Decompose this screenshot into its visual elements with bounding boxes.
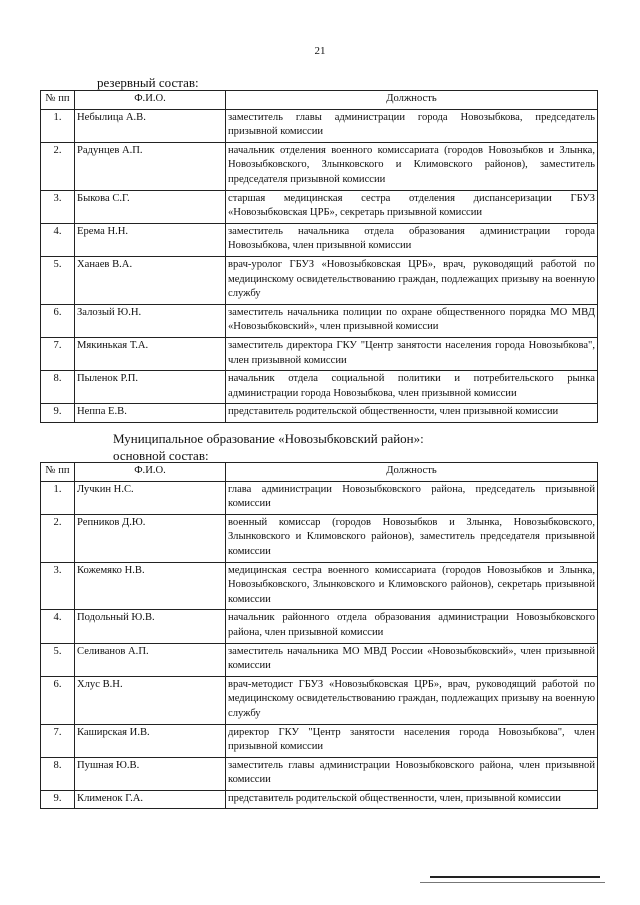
table-row	[41, 514, 598, 562]
header-position: Должность	[226, 91, 598, 110]
reserve-composition-table	[40, 90, 598, 423]
cell-name: Пушная Ю.В.	[75, 757, 226, 790]
cell-position: заместитель директора ГКУ "Центр занятости населения города Новозыбкова", член призывной комиссии	[226, 337, 598, 370]
table-row	[41, 481, 598, 514]
cell-position: заместитель начальника отдела образования администрации города Новозыбкова, член призывной комиссии	[226, 223, 598, 256]
table-row	[41, 562, 598, 610]
cell-position: заместитель главы администрации города Новозыбкова, председатель призывной комиссии	[226, 109, 598, 142]
cell-name: Репников Д.Ю.	[75, 514, 226, 562]
cell-position: начальник отдела социальной политики и потребительского рынка администрации города Новозыбкова, член призывной комиссии	[226, 371, 598, 404]
cell-num: 2.	[41, 142, 75, 190]
table-row	[41, 223, 598, 256]
table-header-row	[41, 91, 598, 110]
table-row	[41, 676, 598, 724]
cell-name: Неппа Е.В.	[75, 404, 226, 423]
cell-num: 2.	[41, 514, 75, 562]
cell-position: старшая медицинская сестра отделения диспансеризации ГБУЗ «Новозыбковская ЦРБ», секретарь призывной комиссии	[226, 190, 598, 223]
cell-num: 5.	[41, 256, 75, 304]
cell-position: глава администрации Новозыбковского района, председатель призывной комиссии	[226, 481, 598, 514]
table-body	[41, 109, 598, 422]
cell-position: врач-уролог ГБУЗ «Новозыбковская ЦРБ», врач, руководящий работой по медицинскому освидетельствованию граждан, подлежащих призыву на военную службу	[226, 256, 598, 304]
cell-name: Радунцев А.П.	[75, 142, 226, 190]
header-position: Должность	[226, 463, 598, 482]
cell-num: 7.	[41, 724, 75, 757]
cell-position: врач-методист ГБУЗ «Новозыбковская ЦРБ», врач, руководящий работой по медицинскому освидетельствованию граждан, подлежащих призыву на военную службу	[226, 676, 598, 724]
table-row	[41, 757, 598, 790]
cell-num: 9.	[41, 790, 75, 809]
table-row	[41, 256, 598, 304]
cell-num: 5.	[41, 643, 75, 676]
table-row	[41, 304, 598, 337]
cell-name: Лучкин Н.С.	[75, 481, 226, 514]
cell-num: 7.	[41, 337, 75, 370]
cell-position: начальник отделения военного комиссариата (городов Новозыбков и Злынка, Новозыбковского, Злынковского и Климовского районов), заместитель председателя призывной комиссии	[226, 142, 598, 190]
cell-name: Селиванов А.П.	[75, 643, 226, 676]
cell-name: Подольный Ю.В.	[75, 610, 226, 643]
header-name: Ф.И.О.	[75, 91, 226, 110]
cell-num: 4.	[41, 223, 75, 256]
cell-position: начальник районного отдела образования администрации Новозыбковского района, член призывной комиссии	[226, 610, 598, 643]
cell-num: 3.	[41, 190, 75, 223]
cell-num: 3.	[41, 562, 75, 610]
header-num: № пп	[41, 91, 75, 110]
cell-name: Небылица А.В.	[75, 109, 226, 142]
table-row	[41, 610, 598, 643]
table-row	[41, 790, 598, 809]
cell-num: 8.	[41, 371, 75, 404]
cell-position: военный комиссар (городов Новозыбков и Злынка, Новозыбковского, Злынковского и Климовского районов), заместитель председателя призывной комиссии	[226, 514, 598, 562]
header-name: Ф.И.О.	[75, 463, 226, 482]
cell-name: Пыленок Р.П.	[75, 371, 226, 404]
cell-num: 8.	[41, 757, 75, 790]
cell-num: 9.	[41, 404, 75, 423]
table-row	[41, 337, 598, 370]
cell-num: 1.	[41, 481, 75, 514]
table-header-row	[41, 463, 598, 482]
cell-name: Хлус В.Н.	[75, 676, 226, 724]
cell-position: директор ГКУ "Центр занятости населения города Новозыбкова", член призывной комиссии	[226, 724, 598, 757]
cell-num: 1.	[41, 109, 75, 142]
cell-position: медицинская сестра военного комиссариата (городов Новозыбков и Злынка, Новозыбковского, Злынковского и Климовского районов), секретарь призывной комиссии	[226, 562, 598, 610]
table-row	[41, 142, 598, 190]
table-row	[41, 643, 598, 676]
cell-num: 4.	[41, 610, 75, 643]
section1-caption: резервный состав:	[97, 75, 199, 90]
cell-name: Ерема Н.Н.	[75, 223, 226, 256]
cell-name: Быкова С.Г.	[75, 190, 226, 223]
cell-name: Мякинькая Т.А.	[75, 337, 226, 370]
footer-rule-secondary	[420, 882, 605, 883]
section2-caption: основной состав:	[113, 448, 209, 463]
table-row	[41, 404, 598, 423]
footer-rule	[430, 876, 600, 878]
cell-name: Клименок Г.А.	[75, 790, 226, 809]
cell-name: Залозый Ю.Н.	[75, 304, 226, 337]
cell-position: заместитель главы администрации Новозыбковского района, член призывной комиссии	[226, 757, 598, 790]
cell-name: Ханаев В.А.	[75, 256, 226, 304]
cell-position: представитель родительской общественности, член, призывной комиссии	[226, 790, 598, 809]
section2-title: Муниципальное образование «Новозыбковский район»:	[113, 431, 424, 446]
main-composition-table	[40, 462, 598, 809]
cell-num: 6.	[41, 304, 75, 337]
table-row	[41, 190, 598, 223]
table-body	[41, 481, 598, 809]
table-row	[41, 371, 598, 404]
cell-position: представитель родительской общественности, член призывной комиссии	[226, 404, 598, 423]
cell-name: Кожемяко Н.В.	[75, 562, 226, 610]
cell-position: заместитель начальника полиции по охране общественного порядка МО МВД «Новозыбковский», член призывной комиссии	[226, 304, 598, 337]
cell-num: 6.	[41, 676, 75, 724]
cell-position: заместитель начальника МО МВД России «Новозыбковский», член призывной комиссии	[226, 643, 598, 676]
table-row	[41, 724, 598, 757]
table-row	[41, 109, 598, 142]
header-num: № пп	[41, 463, 75, 482]
page-number: 21	[314, 45, 326, 57]
cell-name: Каширская И.В.	[75, 724, 226, 757]
